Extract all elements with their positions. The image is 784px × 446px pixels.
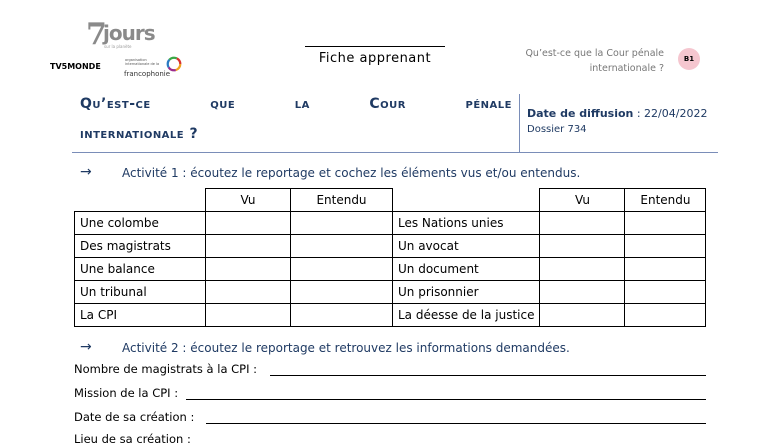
item-label: Un avocat [393,235,540,258]
page-title-line-2: internationale ? [80,126,199,142]
table-header-row [75,189,706,212]
activity-2-heading: Activité 2 : écoutez le reportage et retrouvez les informations demandées. [122,341,570,355]
table-corner [393,189,540,212]
logo-seven: 7 [86,17,106,52]
check-cell[interactable] [625,235,706,258]
check-cell[interactable] [206,281,291,304]
col-vu: Vu [206,189,291,212]
check-cell[interactable] [540,212,625,235]
question-label: Date de sa création : [74,410,195,424]
activity-1-heading: Activité 1 : écoutez le reportage et cochez les éléments vus et/ou entendus. [122,166,581,180]
check-cell[interactable] [291,304,393,327]
tv5monde-logo: TV5MONDE [50,62,101,71]
table-row [75,258,706,281]
check-cell[interactable] [540,258,625,281]
item-label: Une balance [75,258,206,281]
title-word: la [294,96,310,112]
dossier-number: Dossier 734 [527,124,587,135]
table-corner [75,189,206,212]
question-label: Lieu de sa création : [74,432,191,446]
title-word: Qu’est-ce [80,96,151,112]
item-label: Un prisonnier [393,281,540,304]
check-cell[interactable] [625,258,706,281]
date-label: Date de diffusion [527,107,634,120]
answer-line[interactable] [186,399,706,400]
check-cell[interactable] [625,304,706,327]
arrow-icon: → [80,339,92,355]
check-cell[interactable] [625,212,706,235]
fiche-divider [305,46,445,47]
answer-line[interactable] [270,375,706,376]
header-rule [72,152,718,153]
check-cell[interactable] [206,212,291,235]
level-badge: B1 [678,48,700,70]
table-row [75,212,706,235]
table-row [75,281,706,304]
check-cell[interactable] [625,281,706,304]
check-cell[interactable] [206,258,291,281]
item-label: Un document [393,258,540,281]
item-label: Les Nations unies [393,212,540,235]
topic-line-1: Qu’est-ce que la Cour pénale [525,48,664,59]
item-label: Des magistrats [75,235,206,258]
item-label: La déesse de la justice [393,304,540,327]
title-divider [519,94,520,152]
activity-1-table [74,188,706,327]
page-title [80,96,512,112]
date-value: : 22/04/2022 [633,107,708,120]
logo-jours: jours [103,21,155,45]
topic-label [500,46,664,76]
title-word: pénale [465,96,512,112]
item-label: Une colombe [75,212,206,235]
fiche-label: Fiche apprenant [318,51,432,66]
check-cell[interactable] [540,304,625,327]
broadcast-date [527,107,707,120]
arrow-icon: → [80,164,92,180]
check-cell[interactable] [291,281,393,304]
item-label: Un tribunal [75,281,206,304]
question-label: Nombre de magistrats à la CPI : [74,362,258,376]
check-cell[interactable] [291,212,393,235]
logo-subtitle: sur la planète [104,44,132,49]
check-cell[interactable] [206,235,291,258]
check-cell[interactable] [206,304,291,327]
answer-line[interactable] [206,423,706,424]
title-word: que [210,96,236,112]
question-label: Mission de la CPI : [74,386,179,400]
col-entendu: Entendu [291,189,393,212]
check-cell[interactable] [291,235,393,258]
francophonie-logo-text: organisation internationale de la [125,58,160,66]
check-cell[interactable] [291,258,393,281]
table-row [75,235,706,258]
francophonie-ring-icon [165,55,183,73]
topic-line-2: internationale ? [589,63,664,74]
title-word: Cour [369,96,406,112]
item-label: La CPI [75,304,206,327]
col-vu: Vu [540,189,625,212]
check-cell[interactable] [540,235,625,258]
check-cell[interactable] [540,281,625,304]
col-entendu: Entendu [625,189,706,212]
table-row [75,304,706,327]
francophonie-logo: francophonie [124,70,171,78]
